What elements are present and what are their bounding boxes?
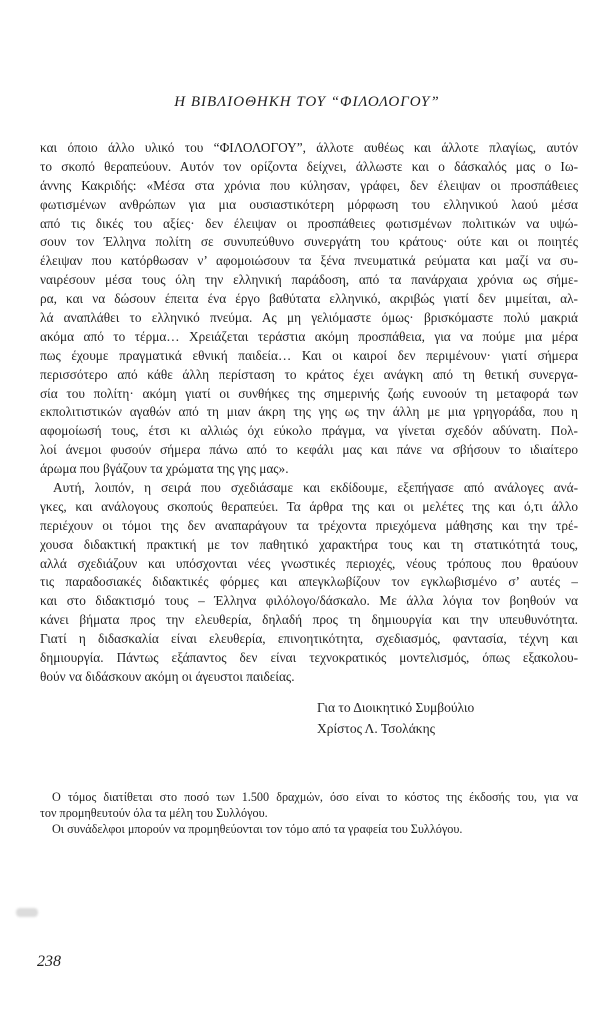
body-line: αφομοίωσή τους, έτσι κι αλλιώς όχι εύκολο πράγμα, να γίνεται σχεδόν αδύνατη. Πολ- — [40, 423, 578, 439]
body-line: τις παραδοσιακές διδακτικές φόρμες και απεγκλωβίζουν τον εγκλωβισμένο σ’ αυτές – — [40, 574, 578, 590]
body-line: και όποιο άλλο υλικό του “ΦΙΛΟΛΟΓΟΥ”, άλλοτε αυθέως και άλλοτε πλαγίως, αυτόν — [40, 140, 578, 155]
body-line: γκες, και ανάλογους σκοπούς θεραπεύει. Τα άρθρα της και οι μελέτες της και ό,τι άλλο — [40, 498, 578, 514]
body-line: και στο διδακτισμό τους – Έλληνα φιλόλογο/δάσκαλο. Με άλλα λόγια τον βοηθούν να — [40, 593, 578, 609]
body-line: κάνει βήματα προς την ελευθερία, δηλαδή προς τη δημιουργία και την υπευθυνότητα. — [40, 612, 578, 628]
page-title: Η ΒΙΒΛΙΟΘΗΚΗ ΤΟΥ “ΦΙΛΟΛΟΓΟΥ” — [174, 94, 440, 110]
page-number: 238 — [37, 953, 61, 970]
body-line: το σκοπό θεραπεύουν. Αυτόν τον ορίζοντα δείχνει, άλλωστε και ο δάσκαλός μας ο Ιω- — [40, 158, 578, 174]
body-line: Γιατί η διδασκαλία είναι ελευθερία, επινοητικότητα, σχεδιασμός, φαντασία, τέχνη και — [40, 631, 578, 647]
note-line: Οι συνάδελφοι μπορούν να προμηθεύονται τον τόμο από τα γραφεία του Συλλόγου. — [52, 822, 463, 837]
body-line: χουσα διδακτική πρακτική με τον παθητικό χαρακτήρα τους και τη στατικότητά τους, — [40, 536, 578, 552]
signature-line: Χρίστος Λ. Τσολάκης — [317, 720, 436, 736]
body-line: άννης Κακριδής: «Μέσα στα χρόνια που κύλησαν, γράφει, δεν έλειψαν οι προσπάθειες — [40, 177, 578, 193]
body-line: άρωμα που βγάζουν τα χρώματα της γης μας». — [40, 461, 289, 477]
body-line: ρα, και να δώσουν έπειτα ένα έργο βαθύτατα ελληνικό, ακριβώς γιατί δεν μιμείται, αλ- — [40, 291, 578, 307]
body-line: από τις δικές του αξίες· δεν έλειψαν οι προσπάθειες φωτισμένων πολιτικών να υψώ- — [40, 215, 578, 231]
scan-artifact — [16, 908, 38, 917]
body-line: πως έχουμε πραγματικά εθνική παιδεία… Και οι καιροί δεν περιμένουν· γιατί σήμερα — [40, 347, 578, 363]
body-line: θούν να διδάσκουν ακόμη οι άγευστοι παιδείας. — [40, 668, 295, 684]
body-line: φωτισμένων ανθρώπων για μια ουσιαστικότερη μόρφωση του ελληνικού λαού μέσα — [40, 196, 578, 212]
body-line: λοί άνεμοι φυσούν σήμερα πάνω από το κεφάλι μας και πάνε να σβήσουν το ιδιαίτερο — [40, 442, 578, 458]
note-block — [40, 789, 578, 838]
note-line: τον προμηθευτούν όλα τα μέλη του Συλλόγου. — [40, 806, 268, 821]
body-line: περιέχουν οι τόμοι της δεν αναπαράγουν τα τρέχοντα πριεχόμενα μάθησης και την τρέ- — [40, 517, 578, 533]
body-line: ναιρέσουν μέσα τους όλη την ελληνική παράδοση, από τα πανάρχαια χρόνια ως σήμε- — [40, 272, 578, 288]
body-line: Αυτή, λοιπόν, η σειρά που σχεδιάσαμε και εκδίδουμε, εξεπήγασε από ανάλογες ανά- — [53, 480, 578, 496]
signature-line: Για το Διοικητικό Συμβούλιο — [317, 700, 475, 715]
body-line: δημιουργία. Πάντως εξάπαντος δεν είναι τεχνοκρατικός μοντελισμός, όπως εξακολου- — [40, 650, 578, 666]
body-line: περισσότερο από κάθε άλλη περίσταση το κράτος έχει ανάγκη από τη θετική συνεργα- — [40, 366, 578, 382]
body-text — [40, 139, 578, 687]
body-line: σουν τον Έλληνα πολίτη σε συνυπεύθυνο συνεργάτη του κράτους· ούτε και οι ποιητές — [40, 234, 578, 250]
body-line: ακόμα από το τέρμα… Χρειάζεται τεράστια ακόμη προσπάθεια, για να πούμε μια μέρα — [40, 328, 578, 344]
body-line: εκπολιτιστικών αγαθών από τη μιαν άκρη της γης ως την άλλη με μια γρηγοράδα, που η — [40, 404, 578, 420]
signature-block — [317, 698, 474, 739]
note-line: Ο τόμος διατίθεται στο ποσό των 1.500 δραχμών, όσο είναι το κόστος της έκδοσής του, για να — [52, 790, 578, 804]
body-line: σία του πολίτη· ακόμη γιατί οι συνθήκες της σημερινής ζωής ευνοούν τη μεταφορά των — [40, 385, 578, 401]
body-line: έλειψαν που κατόρθωσαν ν’ αφομοιώσουν τα ξένα πνευματικά ρεύματα και μαζί να συ- — [40, 253, 578, 269]
body-line: λά αναπλάθει το ελληνικό πνεύμα. Ας μη γελιόμαστε όμως· βρισκόμαστε πολύ μακριά — [40, 310, 578, 326]
body-line: αλλά σχεδιάζουν και υπόσχονται νέες γνωστικές περιοχές, νέους τρόπους που θραύουν — [40, 555, 578, 571]
